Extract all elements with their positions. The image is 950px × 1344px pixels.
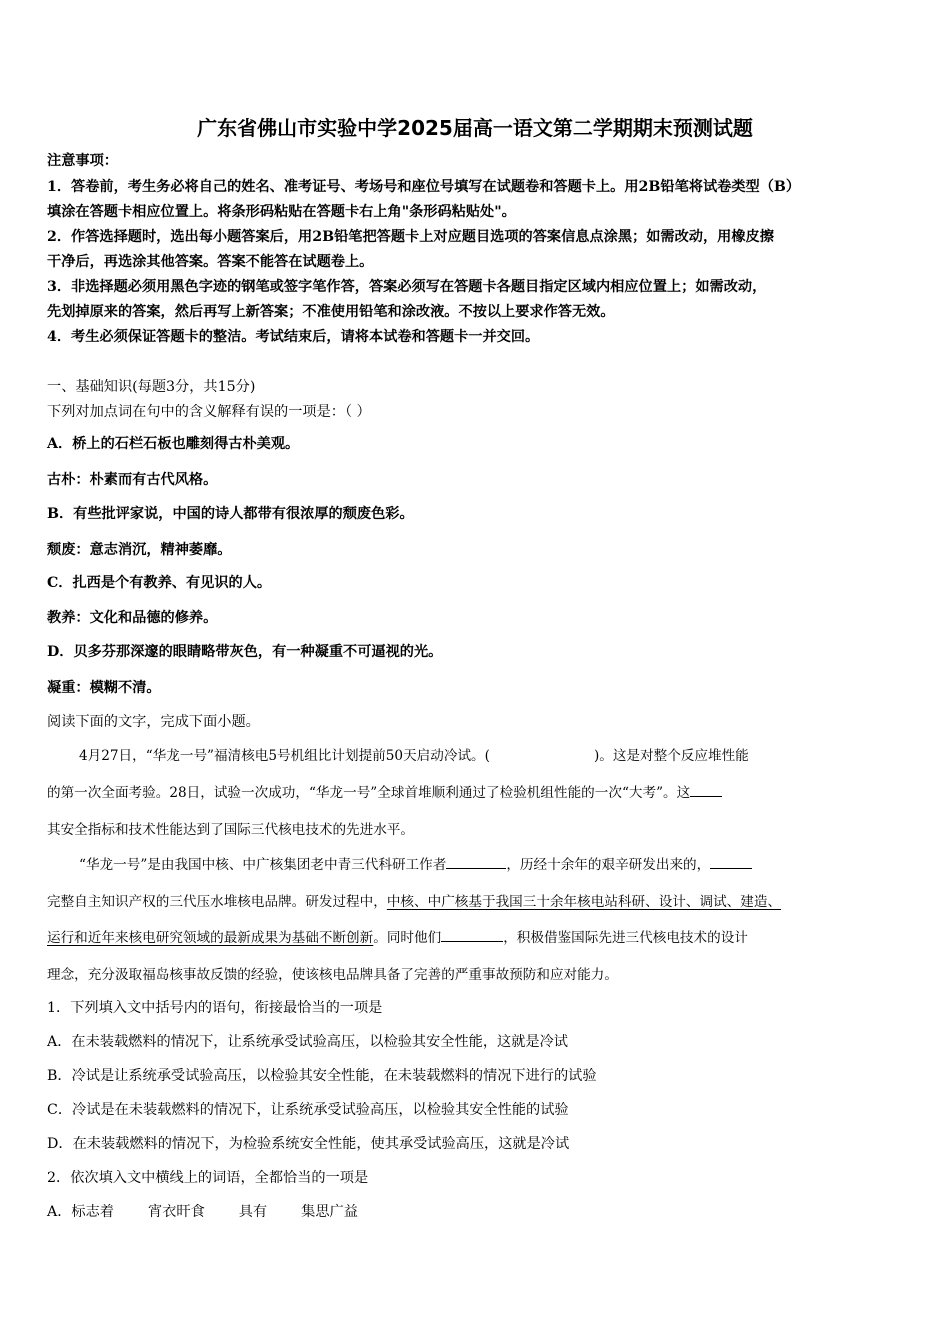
notice-line: 4．考生必须保证答题卡的整洁。考试结束后，请将本试卷和答题卡一并交回。: [47, 329, 540, 345]
passage-text: 。同时他们: [373, 930, 442, 946]
q1-stem: 1．下列填入文中括号内的语句，衔接最恰当的一项是: [47, 1000, 383, 1016]
gloss-d: 凝重：模糊不清。: [47, 680, 161, 696]
option-d: D．贝多芬那深邃的眼睛略带灰色，有一种凝重不可逼视的光。: [47, 644, 443, 660]
section1-question: 下列对加点词在句中的含义解释有误的一项是：（ ）: [47, 404, 371, 420]
q2-a-word: 具有: [238, 1204, 268, 1220]
passage-text: ，历经十余年的艰辛研发出来的，: [506, 857, 711, 873]
q2-a-word: 集思广益: [301, 1204, 358, 1220]
passage-line: [79, 853, 752, 873]
notice-heading: 注意事项：: [47, 153, 118, 169]
underlined-sentence: 中核、中广核基于我国三十余年核电站科研、设计、调试、建造、: [386, 894, 782, 910]
passage-line: 理念，充分汲取福岛核事故反馈的经验，使该核电品牌具备了完善的严重事故预防和应对能力。: [47, 967, 618, 983]
notice-line: 2．作答选择题时，选出每小题答案后，用2B铅笔把答题卡上对应题目选项的答案信息点涂黑；如需改动，用橡皮擦: [47, 229, 774, 245]
fill-blank: [446, 867, 506, 869]
passage-text: 完整自主知识产权的三代压水堆核电品牌。研发过程中，: [47, 894, 387, 910]
passage-text: ，积极借鉴国际先进三代核电技术的设计: [503, 930, 748, 946]
notice-line: 干净后，再选涂其他答案。答案不能答在试题卷上。: [47, 254, 374, 270]
option-c: C．扎西是个有教养、有见识的人。: [47, 575, 272, 591]
passage-line: [47, 926, 748, 946]
notice-line: 先划掉原来的答案，然后再写上新答案；不准使用铅笔和涂改液。不按以上要求作答无效。: [47, 304, 615, 320]
passage-line: [47, 781, 722, 801]
passage-line: 其安全指标和技术性能达到了国际三代核电技术的先进水平。: [47, 822, 415, 838]
page-title: 广东省佛山市实验中学2025届高一语文第二学期期末预测试题: [197, 116, 753, 140]
q2-option-a: [47, 1201, 358, 1221]
q2-a-word: 宵衣旰食: [148, 1204, 205, 1220]
q1-option-c: C．冷试是在未装载燃料的情况下，让系统承受试验高压，以检验其安全性能的试验: [47, 1102, 569, 1118]
q2-a-word: A．标志着: [47, 1204, 114, 1220]
section1-heading: 一、基础知识(每题3分，共15分): [47, 379, 256, 395]
passage-line: [47, 890, 781, 910]
passage-text: 的第一次全面考验。28日，试验一次成功，“华龙一号”全球首堆顺利通过了检验机组性能的一次“大考”。这: [47, 785, 691, 801]
q1-option-d: D．在未装载燃料的情况下，为检验系统安全性能，使其承受试验高压，这就是冷试: [47, 1136, 570, 1152]
option-a: A．桥上的石栏石板也雕刻得古朴美观。: [47, 436, 300, 452]
gloss-b: 颓废：意志消沉，精神萎靡。: [47, 542, 232, 558]
fill-blank: [441, 940, 503, 942]
q2-stem: 2．依次填入文中横线上的词语，全都恰当的一项是: [47, 1170, 369, 1186]
passage-line: [79, 744, 749, 764]
q1-option-a: A．在未装载燃料的情况下，让系统承受试验高压，以检验其安全性能，这就是冷试: [47, 1034, 568, 1050]
q1-option-b: B．冷试是让系统承受试验高压，以检验其安全性能，在未装载燃料的情况下进行的试验: [47, 1068, 597, 1084]
notice-line: 3．非选择题必须用黑色字迹的钢笔或签字笔作答，答案必须写在答题卡各题目指定区域内相应位置上；如需改动，: [47, 279, 767, 295]
fill-blank: [690, 795, 722, 797]
passage-text: )。这是对整个反应堆性能: [593, 748, 749, 764]
reading-intro: 阅读下面的文字，完成下面小题。: [47, 714, 260, 730]
underlined-sentence: 运行和近年来核电研究领域的最新成果为基础不断创新: [47, 930, 374, 946]
option-b: B．有些批评家说，中国的诗人都带有很浓厚的颓废色彩。: [47, 506, 414, 522]
notice-line: 1．答卷前，考生务必将自己的姓名、准考证号、考场号和座位号填写在试题卷和答题卡上。用2B铅笔将试卷类型（B）: [47, 179, 801, 195]
gloss-c: 教养：文化和品德的修养。: [47, 610, 218, 626]
passage-text: 4月27日，“华龙一号”福清核电5号机组比计划提前50天启动冷试。(: [79, 748, 490, 764]
fill-blank: [710, 867, 752, 869]
gloss-a: 古朴：朴素而有古代风格。: [47, 472, 218, 488]
passage-text: “华龙一号”是由我国中核、中广核集团老中青三代科研工作者: [79, 857, 447, 873]
notice-line: 填涂在答题卡相应位置上。将条形码粘贴在答题卡右上角"条形码粘贴处"。: [47, 204, 516, 220]
